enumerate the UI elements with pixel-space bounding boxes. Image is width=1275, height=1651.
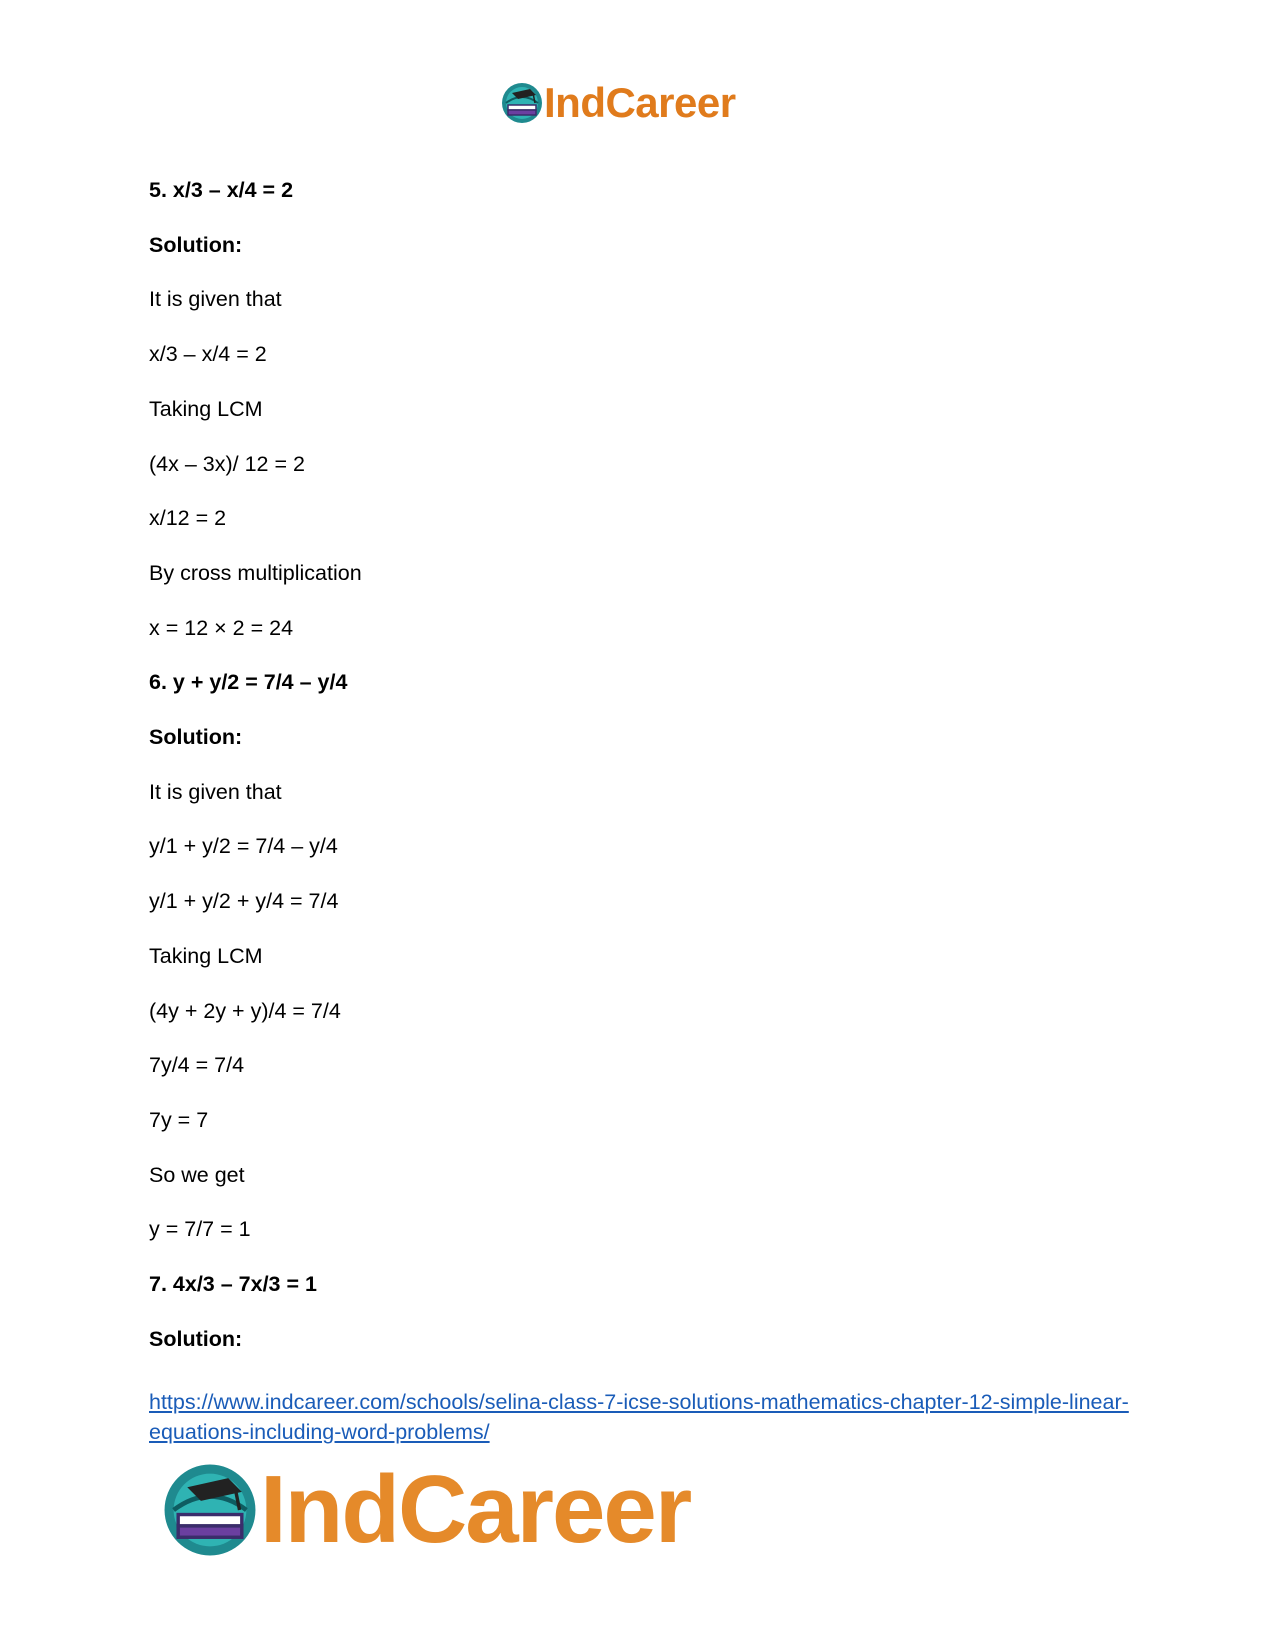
solution-line: y = 7/7 = 1 xyxy=(149,1217,251,1242)
solution-line: By cross multiplication xyxy=(149,560,362,585)
solution-line: x/3 – x/4 = 2 xyxy=(149,342,267,367)
solution-line: (4x – 3x)/ 12 = 2 xyxy=(149,451,305,476)
solution-line: x/12 = 2 xyxy=(149,506,227,531)
question-line: 5. x/3 – x/4 = 2 xyxy=(149,178,294,202)
book-globe-icon xyxy=(160,1460,260,1560)
solution-line: It is given that xyxy=(149,779,282,804)
solution-line: (4y + 2y + y)/4 = 7/4 xyxy=(149,998,341,1023)
question-line: 7. 4x/3 – 7x/3 = 1 xyxy=(149,1272,317,1296)
solution-line: Taking LCM xyxy=(149,396,263,421)
solution-line: It is given that xyxy=(149,287,282,312)
solution-line: x = 12 × 2 = 24 xyxy=(149,615,294,640)
source-link[interactable]: https://www.indcareer.com/schools/selina-class-7-icse-solutions-mathematics-chapter-12-simple-linear-equations-including-word-problems/ xyxy=(149,1390,1129,1444)
header-logo-text: IndCareer xyxy=(544,79,736,126)
question-line: 6. y + y/2 = 7/4 – y/4 xyxy=(149,670,348,695)
solution-line: So we get xyxy=(149,1162,245,1187)
question-line: Solution: xyxy=(149,725,243,749)
footer-logo xyxy=(160,1456,691,1563)
question-line: Solution: xyxy=(149,1326,243,1351)
question-line: Solution: xyxy=(149,232,243,257)
solution-line: 7y/4 = 7/4 xyxy=(149,1053,245,1078)
solution-line: y/1 + y/2 = 7/4 – y/4 xyxy=(149,834,338,859)
solution-line: Taking LCM xyxy=(149,943,263,968)
book-globe-icon xyxy=(500,81,544,125)
header-logo xyxy=(500,78,736,128)
solution-line: 7y = 7 xyxy=(149,1107,209,1132)
footer-logo-text: IndCareer xyxy=(260,1456,691,1563)
solution-line: y/1 + y/2 + y/4 = 7/4 xyxy=(149,889,339,914)
